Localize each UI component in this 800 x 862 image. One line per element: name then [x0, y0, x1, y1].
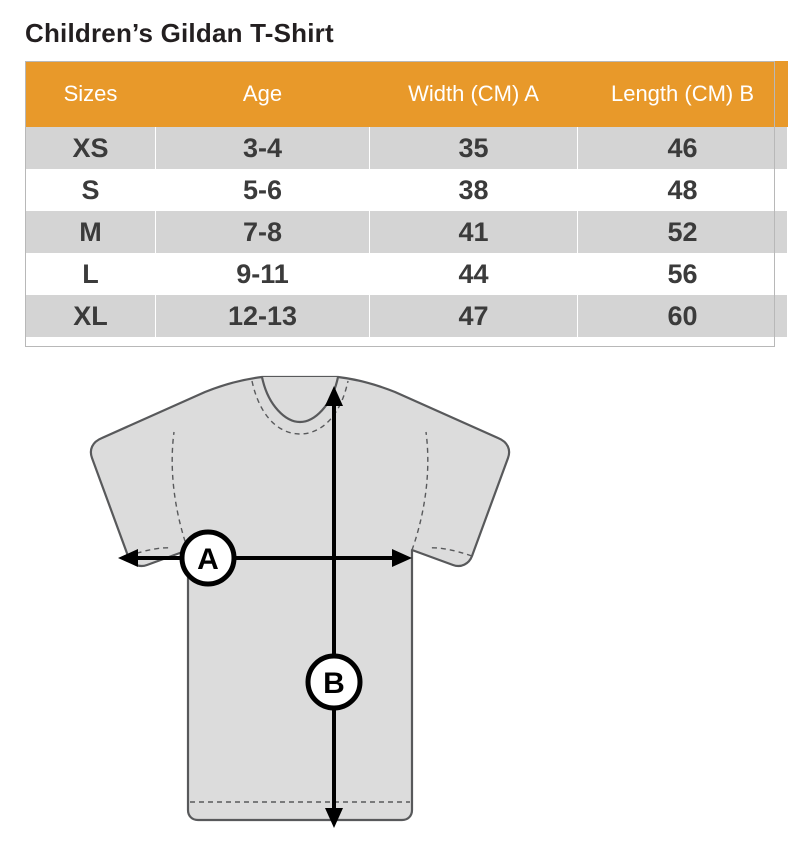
cell-age: 5-6 [156, 169, 370, 211]
cell-width: 41 [370, 211, 578, 253]
table-row [26, 127, 788, 170]
cell-size: S [26, 169, 156, 211]
cell-width: 38 [370, 169, 578, 211]
cell-length: 52 [578, 211, 788, 253]
cell-width: 47 [370, 295, 578, 337]
length-marker-label: B [323, 667, 345, 700]
width-marker-label: A [197, 543, 219, 576]
column-header-width: Width (CM) A [370, 62, 578, 127]
cell-width: 44 [370, 253, 578, 295]
table-header-row [26, 62, 788, 127]
page-title: Children’s Gildan T-Shirt [25, 18, 334, 48]
cell-length: 48 [578, 169, 788, 211]
cell-length: 60 [578, 295, 788, 337]
cell-size: XS [26, 127, 156, 170]
t-shirt-diagram [0, 370, 800, 857]
table-header [26, 62, 788, 127]
table-row [26, 295, 788, 337]
cell-size: M [26, 211, 156, 253]
t-shirt-shape [91, 377, 509, 820]
cell-length: 56 [578, 253, 788, 295]
table-row [26, 169, 788, 211]
column-header-sizes: Sizes [26, 62, 156, 127]
table-body [26, 127, 788, 338]
cell-age: 12-13 [156, 295, 370, 337]
table-row [26, 211, 788, 253]
cell-size: XL [26, 295, 156, 337]
cell-age: 7-8 [156, 211, 370, 253]
column-header-length: Length (CM) B [578, 62, 788, 127]
column-header-age: Age [156, 62, 370, 127]
size-chart-table [25, 61, 788, 337]
table-row [26, 253, 788, 295]
cell-age: 3-4 [156, 127, 370, 170]
cell-age: 9-11 [156, 253, 370, 295]
cell-width: 35 [370, 127, 578, 170]
cell-length: 46 [578, 127, 788, 170]
cell-size: L [26, 253, 156, 295]
